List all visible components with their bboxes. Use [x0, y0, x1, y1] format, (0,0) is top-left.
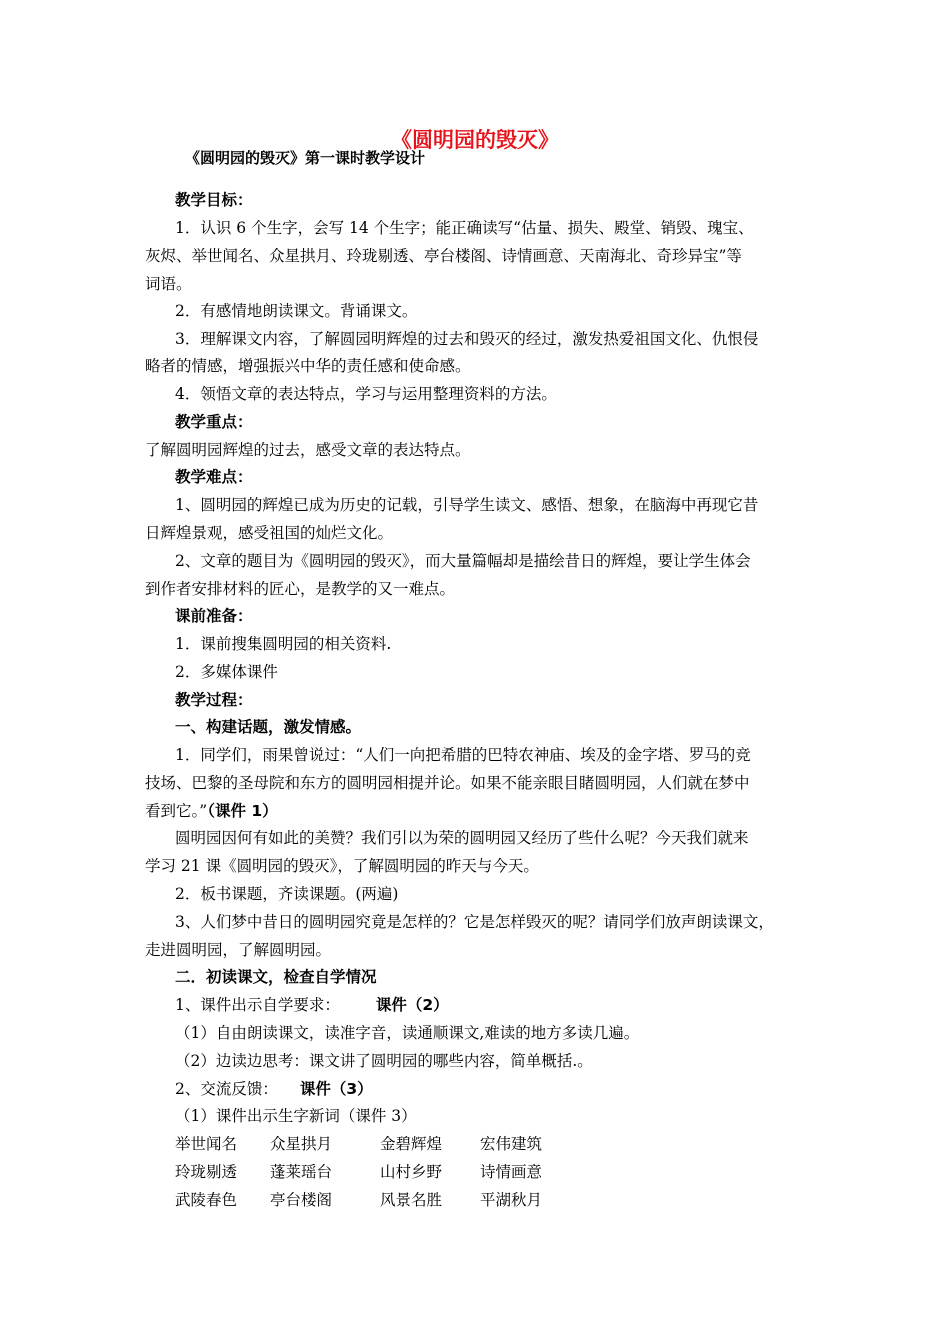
s1-para-1-line-2: 技场、巴黎的圣母院和东方的圆明园相提并论。如果不能亲眼目睹圆明园，人们就在梦中: [145, 774, 750, 792]
courseware-1-label: （课件 1）: [207, 802, 278, 820]
s1-para-2-line-2: 学习 21 课《圆明园的毁灭》，了解圆明园的昨天与今天。: [145, 857, 539, 875]
section-1-heading: 一、构建话题，激发情感。: [175, 718, 362, 736]
vocab-word: 众星拱月: [270, 1135, 333, 1153]
prep-2: 2．多媒体课件: [175, 663, 278, 681]
vocab-word: 金碧辉煌: [380, 1135, 443, 1153]
s1-para-3: 2．板书课题，齐读课题。(两遍): [175, 885, 399, 903]
section-2-heading: 二．初读课文，检查自学情况: [175, 968, 377, 986]
s1-para-1-text: 看到它。”: [145, 802, 208, 820]
vocab-word: 山村乡野: [380, 1163, 443, 1181]
difficulty-1-line-2: 日辉煌景观，感受祖国的灿烂文化。: [145, 524, 394, 542]
s2-para-4-text: 2、交流反馈：: [175, 1080, 278, 1098]
goal-3-line-2: 略者的情感，增强振兴中华的责任感和使命感。: [145, 357, 471, 375]
vocab-word: 蓬莱瑶台: [270, 1163, 333, 1181]
vocab-word: 亭台楼阁: [270, 1191, 333, 1209]
vocab-word: 风景名胜: [380, 1191, 443, 1209]
goal-1-line-2: 灰烬、举世闻名、众星拱月、玲珑剔透、亭台楼阁、诗情画意、天南海北、奇珍异宝”等: [145, 247, 742, 265]
goals-heading: 教学目标：: [175, 191, 253, 209]
s1-para-1-line-3: [145, 801, 278, 821]
vocab-word: 玲珑剔透: [175, 1163, 238, 1181]
goal-1-line-3: 词语。: [145, 275, 192, 293]
document-subtitle: 《圆明园的毁灭》第一课时教学设计: [185, 149, 426, 167]
difficulty-2-line-1: 2、文章的题目为《圆明园的毁灭》，而大量篇幅却是描绘昔日的辉煌，要让学生体会: [175, 552, 751, 570]
goal-2: 2．有感情地朗读课文。背诵课文。: [175, 302, 418, 320]
vocab-word: 平湖秋月: [480, 1191, 543, 1209]
document-title: 《圆明园的毁灭》: [391, 128, 559, 152]
s1-para-4-line-2: 走进圆明园，了解圆明园。: [145, 941, 332, 959]
vocab-word: 武陵春色: [175, 1191, 238, 1209]
s2-para-3: （2）边读边思考：课文讲了圆明园的哪些内容，简单概括.。: [175, 1052, 593, 1070]
vocab-word: 宏伟建筑: [480, 1135, 543, 1153]
goal-1-line-1: 1．认识 6 个生字，会写 14 个生字；能正确读写“估量、损失、殿堂、销毁、瑰宝、: [175, 219, 754, 237]
key-text: 了解圆明园辉煌的过去，感受文章的表达特点。: [145, 441, 471, 459]
courseware-2-label: 课件（2）: [375, 996, 449, 1014]
s1-para-1-line-1: 1．同学们，雨果曾说过：“人们一向把希腊的巴特农神庙、埃及的金字塔、罗马的竞: [175, 746, 751, 764]
courseware-3-label: 课件（3）: [299, 1080, 373, 1098]
vocab-word: 诗情画意: [480, 1163, 543, 1181]
vocab-word: 举世闻名: [175, 1135, 238, 1153]
difficulty-1-line-1: 1、圆明园的辉煌已成为历史的记载，引导学生读文、感悟、想象，在脑海中再现它昔: [175, 496, 759, 514]
key-heading: 教学重点：: [175, 413, 253, 431]
s2-para-1-text: 1、课件出示自学要求：: [175, 996, 340, 1014]
difficulty-2-line-2: 到作者安排材料的匠心，是教学的又一难点。: [145, 580, 456, 598]
process-heading: 教学过程：: [175, 691, 253, 709]
difficulty-heading: 教学难点：: [175, 468, 253, 486]
prep-1: 1．课前搜集圆明园的相关资料.: [175, 635, 392, 653]
goal-4: 4．领悟文章的表达特点，学习与运用整理资料的方法。: [175, 385, 557, 403]
s2-para-2: （1）自由朗读课文，读准字音，读通顺课文,难读的地方多读几遍。: [175, 1024, 640, 1042]
s2-para-4: [175, 1079, 373, 1099]
s2-para-1: [175, 995, 449, 1015]
s2-para-5: （1）课件出示生字新词（课件 3）: [175, 1107, 417, 1125]
prep-heading: 课前准备：: [175, 607, 253, 625]
s1-para-2-line-1: 圆明园因何有如此的美赞？我们引以为荣的圆明园又经历了些什么呢？今天我们就来: [175, 829, 749, 847]
goal-3-line-1: 3．理解课文内容，了解圆园明辉煌的过去和毁灭的经过，激发热爱祖国文化、仇恨侵: [175, 330, 759, 348]
s1-para-4-line-1: 3、人们梦中昔日的圆明园究竟是怎样的？它是怎样毁灭的呢？请同学们放声朗读课文，: [175, 913, 774, 931]
